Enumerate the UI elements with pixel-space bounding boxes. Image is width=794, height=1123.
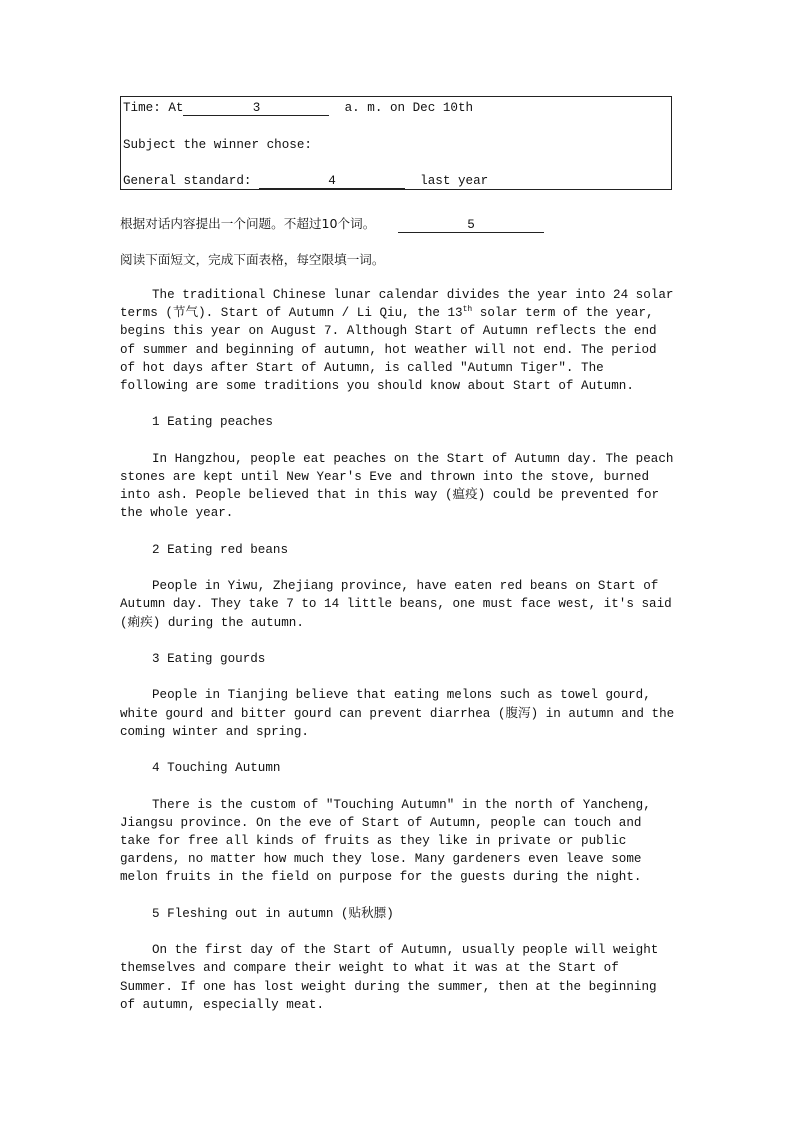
standard-label: General standard: <box>123 174 252 188</box>
paragraph-3: People in Tianjing believe that eating melons such as towel gourd, white gourd and bitter gourd can prevent diarrhea (腹泻) in autumn and the coming winter and spring. <box>120 688 675 739</box>
paragraph-4: There is the custom of "Touching Autumn" in the north of Yancheng, Jiangsu province. On the eve of Start of Autumn, people can touch and take for free all kinds of fruits as they like in private or public gardens, no matter how much they lose. Many gardeners even leave some melon fruits in the field on purpose for the guests during the night. <box>120 797 651 885</box>
subject-row <box>123 138 312 152</box>
heading-2: 2 Eating red beans <box>152 542 289 557</box>
standard-row <box>123 174 488 189</box>
blank-3[interactable]: 3 <box>183 102 329 116</box>
intro-text-b: solar term of the year, begins this year on August 7. Although Start of Autumn reflects the end of summer and beginning of autumn, hot weather will not end. The period of hot days after Start of Autumn, is called "Autumn Tiger". The following are some traditions you should know about Start of Autumn. <box>120 306 657 394</box>
paragraph-2: People in Yiwu, Zhejiang province, have eaten red beans on Start of Autumn day. They take 7 to 14 little beans, one must face west, it's said (痢疾) during the autumn. <box>120 579 672 630</box>
paragraph-5: On the first day of the Start of Autumn, usually people will weight themselves and compare their weight to what it was at the Start of Summer. If one has lost weight during the summer, then at the beginning of autumn, especially meat. <box>120 943 659 1012</box>
question-line <box>120 213 544 233</box>
document-page <box>120 96 676 1012</box>
blank-5[interactable]: 5 <box>398 219 544 233</box>
heading-1: 1 Eating peaches <box>152 415 273 430</box>
heading-4: 4 Touching Autumn <box>152 761 281 776</box>
intro-paragraph <box>120 286 676 395</box>
blank-4[interactable]: 4 <box>259 175 405 189</box>
heading-3: 3 Eating gourds <box>152 651 266 666</box>
standard-suffix: last year <box>420 174 489 188</box>
passage <box>120 286 676 1014</box>
time-row <box>123 101 473 116</box>
info-table <box>120 96 672 190</box>
subject-label: Subject the winner chose: <box>123 138 312 152</box>
time-suffix: a. m. on Dec 10th <box>344 101 474 115</box>
question-text: 根据对话内容提出一个问题。不超过10个词。 <box>120 216 376 231</box>
reading-instruction: 阅读下面短文，完成下面表格，每空限填一词。 <box>120 252 385 267</box>
paragraph-1: In Hangzhou, people eat peaches on the Start of Autumn day. The peach stones are kept until New Year's Eve and thrown into the stove, burned into ash. People believed that in this way (瘟疫) could be prevented for the whole year. <box>120 451 674 521</box>
intro-text-a: The traditional Chinese lunar calendar divides the year into 24 solar terms (节气). Start of Autumn / Li Qiu, the 13 <box>120 288 674 321</box>
intro-superscript: th <box>462 305 473 315</box>
time-label: Time: At <box>123 101 184 115</box>
heading-5: 5 Fleshing out in autumn (贴秋膘) <box>152 906 394 921</box>
